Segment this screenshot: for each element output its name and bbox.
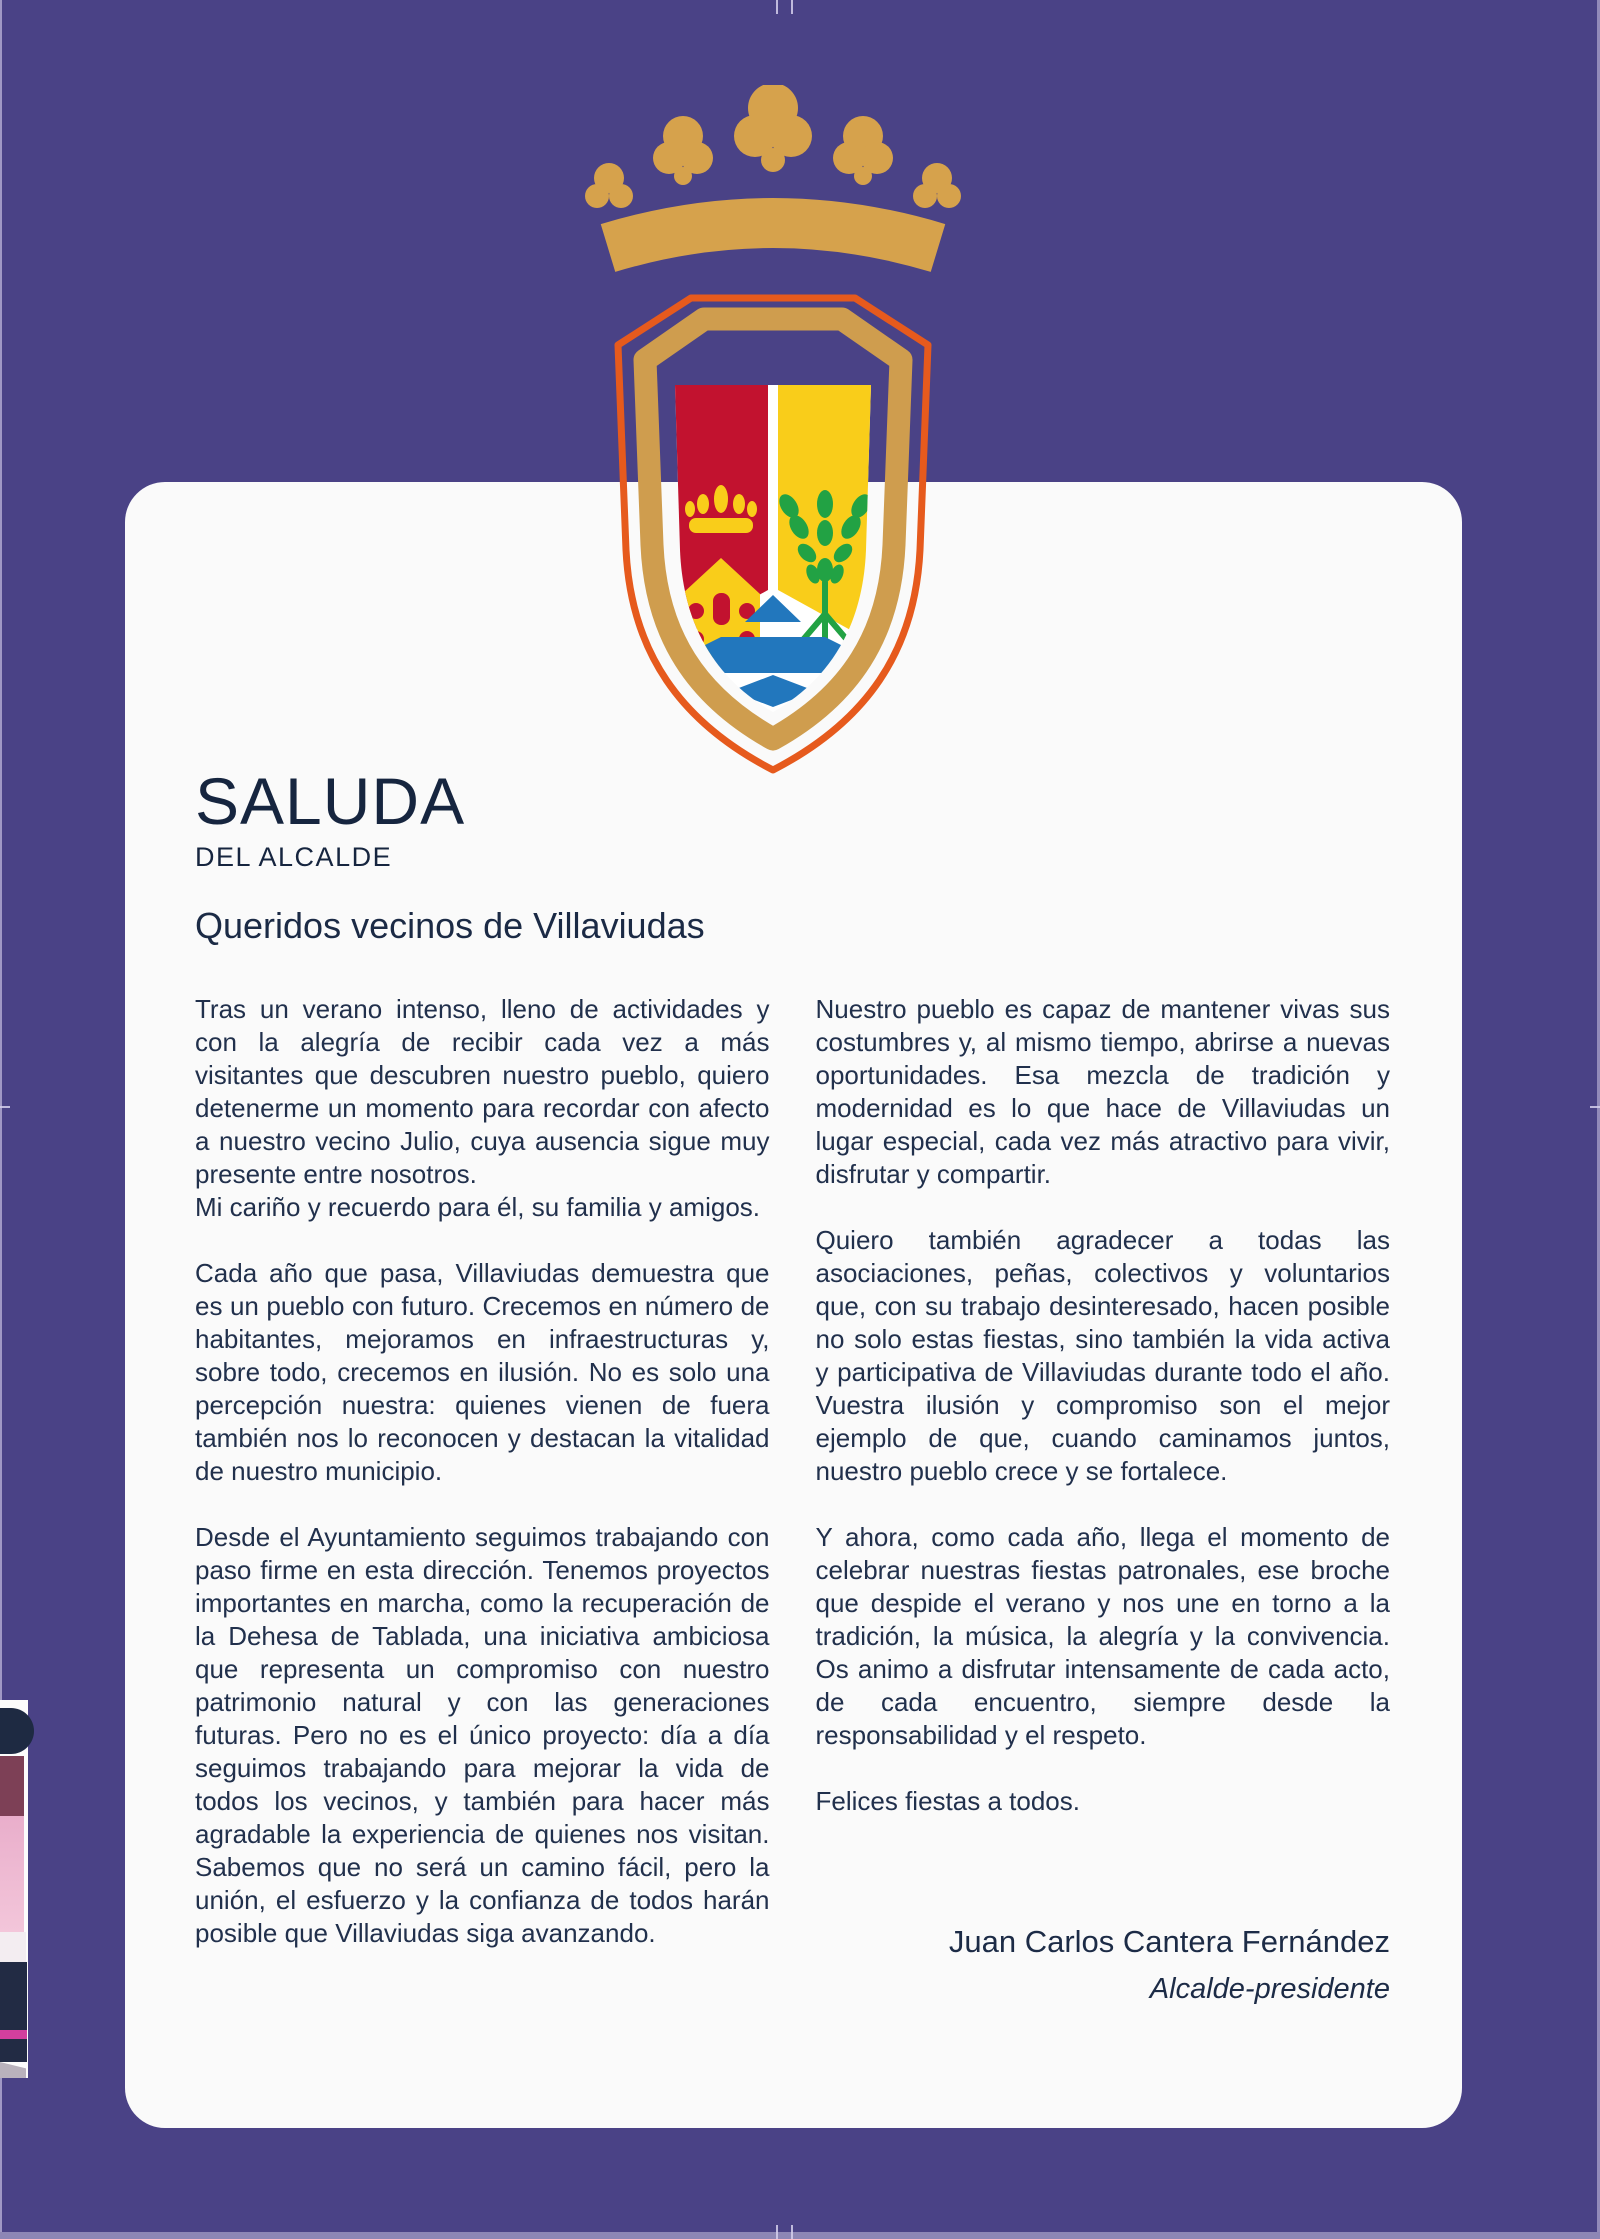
page-bottom-edge bbox=[0, 2232, 1600, 2239]
signature-name: Juan Carlos Cantera Fernández bbox=[948, 1924, 1390, 1959]
bleed-maroon-shape bbox=[0, 1756, 24, 1816]
bleed-magenta-stripe bbox=[0, 2030, 27, 2039]
bleed-pink-shape bbox=[0, 1816, 24, 1932]
signature-role: Alcalde-presidente bbox=[1149, 1973, 1390, 2005]
paragraph: Quiero también agradecer a todas las asociaciones, peñas, colectivos y voluntarios que, con su trabajo desinteresado, hacen posible no solo estas fiestas, sino también la vida activa y participativa de Villaviudas durante todo el año. Vuestra ilusión y compromiso son el mejor ejemplo de que, cuando caminamos juntos, nuestro pueblo crece y se fortalece. bbox=[815, 1225, 1390, 1486]
paragraph: Mi cariño y recuerdo para él, su familia y amigos. bbox=[195, 1192, 761, 1222]
paragraph: Desde el Ayuntamiento seguimos trabajando con paso firme en esta dirección. Tenemos proyectos importantes en marcha, como la recuperación de la Dehesa de Tablada, una iniciativa ambiciosa que representa un compromiso con nuestro patrimonio natural y con las generaciones futuras. Pero no es el único proyecto: día a día seguimos trabajando para mejorar la vida de todos los vecinos, y también para hacer más agradable la experiencia de quienes nos visitan. Sabemos que no será un camino fácil, pero la unión, el esfuerzo y la confianza de todos harán posible que Villaviudas siga avanzando. bbox=[195, 1522, 770, 1948]
body-columns bbox=[195, 993, 1390, 1983]
crop-mark-bottom-2 bbox=[791, 2225, 793, 2239]
bleed-navy-shape bbox=[0, 1708, 34, 1754]
crop-mark-top-2 bbox=[791, 0, 793, 14]
crop-mark-top-1 bbox=[776, 0, 778, 14]
bleed-navy-shape-2 bbox=[0, 1962, 27, 2062]
crown-icon bbox=[585, 85, 961, 248]
salutation-line: Queridos vecinos de Villaviudas bbox=[195, 905, 705, 946]
crop-mark-bottom-1 bbox=[776, 2225, 778, 2239]
right-column bbox=[816, 993, 1391, 1983]
paragraph: Felices fiestas a todos. bbox=[815, 1786, 1080, 1816]
paragraph: Tras un verano intenso, lleno de actividades y con la alegría de recibir cada vez a más visitantes que descubren nuestro pueblo, quiero detenerme un momento para recordar con afecto a nuestro vecino Julio, cuya ausencia sigue muy presente entre nosotros. bbox=[195, 994, 770, 1189]
page-subtitle: DEL ALCALDE bbox=[195, 842, 393, 872]
paragraph: Y ahora, como cada año, llega el momento de celebrar nuestras fiestas patronales, ese broche que despide el verano y nos une en torno a la tradición, la música, la alegría y la convivencia. Os animo a disfrutar intensamente de cada acto, de cada encuentro, siempre desde la responsabilidad y el respeto. bbox=[815, 1522, 1390, 1750]
paragraph: Nuestro pueblo es capaz de mantener vivas sus costumbres y, al mismo tiempo, abrirse a nuevas oportunidades. Esa mezcla de tradición y modernidad es lo que hace de Villaviudas un lugar especial, cada vez más atractivo para vivir, disfrutar y compartir. bbox=[815, 994, 1390, 1189]
signature-block bbox=[949, 1924, 1390, 2006]
left-column bbox=[195, 993, 770, 1983]
page-title: SALUDA bbox=[195, 764, 466, 838]
villaviudas-coat-of-arms-icon bbox=[563, 85, 983, 785]
fold-mark-left bbox=[0, 1106, 10, 1108]
fold-mark-right bbox=[1590, 1106, 1600, 1108]
adjacent-page-bleed bbox=[0, 1700, 36, 2080]
paragraph: Cada año que pasa, Villaviudas demuestra que es un pueblo con futuro. Crecemos en número de habitantes, mejoramos en infraestructuras y, sobre todo, crecemos en ilusión. No es solo una percepción nuestra: quienes vienen de fuera también nos lo reconocen y destacan la vitalidad de nuestro municipio. bbox=[195, 1258, 770, 1486]
